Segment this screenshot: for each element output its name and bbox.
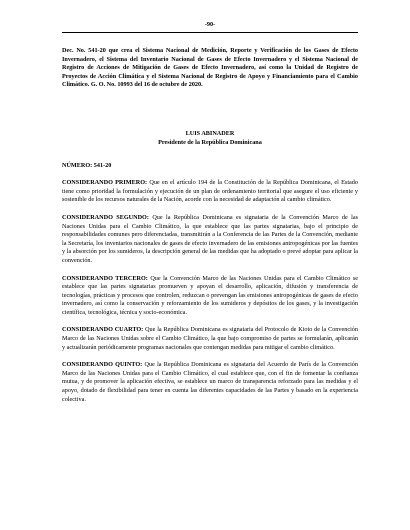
clause-label: CONSIDERANDO SEGUNDO: bbox=[62, 213, 149, 221]
decree-number: NÚMERO: 541-20 bbox=[62, 162, 112, 170]
header-rule bbox=[62, 32, 358, 33]
decree-summary: Dec. No. 541-20 que crea el Sistema Nacional de Medición, Reporte y Verificación de los Gases de Efecto Invernadero, el Sistema del Inventario Nacional de Gases de Efecto Invernadero y el Sistema Nacional de Registro de Acciones de Mitigación de Gases de Efecto Invernadero, así como la Unidad de Registro de Proyectos de Acción Climática y el Sistema Nacional de Registro de Apoyo y Financiamiento para el Cambio Climático. G. O. No. 10993 del 16 de octubre de 2020. bbox=[62, 47, 358, 89]
page-number: -90- bbox=[204, 21, 216, 28]
clause-cuarto bbox=[62, 326, 358, 352]
author-title: Presidente de la República Dominicana bbox=[158, 138, 262, 146]
clause-label: CONSIDERANDO TERCERO: bbox=[62, 274, 148, 282]
clause-primero bbox=[62, 179, 358, 205]
clause-text: Que en el artículo 194 de la Constitución de la República Dominicana, el Estado tiene como prioridad la formulación y ejecución de un plan de ordenamiento territorial que asegure el uso eficiente y sostenible de los recursos naturales de la Nación, acorde con la necesidad de adaptación al cambio climático. bbox=[62, 179, 358, 204]
clause-quinto bbox=[62, 361, 358, 404]
clause-text: Que la Convención Marco de las Naciones Unidas para el Cambio Climático se establece que las partes signatarias promueven y apoyan el desarrollo, aplicación, difusión y transferencia de tecnologías, prácticas y procesos que controlen, reduzcan o prevengan las emisiones antropogénicas de gases de efecto invernadero, así como la conservación y reforzamiento de los sumideros y depósitos de los gases, y la investigación científica, tecnológica, técnica y socio-económica. bbox=[62, 274, 358, 316]
clause-label: CONSIDERANDO PRIMERO: bbox=[62, 179, 148, 187]
author-name: LUIS ABINADER bbox=[185, 129, 235, 137]
clause-text: Que la República Dominicana es signataria de la Convención Marco de las Naciones Unidas para el Cambio Climático, la que establece que las partes signatarias, bajo el principio de responsabilidades comunes pero diferenciadas, transmitirán a la Conferencia de las Partes de la Convención, mediante la Secretaría, los inventarios nacionales de gases de efecto invernadero de las emisiones antropogénicas por las fuentes y la absorción por los sumideros, la descripción general de las medidas que ha adoptado o prevé adoptar para aplicar la convención. bbox=[62, 213, 358, 264]
document-page bbox=[62, 0, 358, 404]
clause-label: CONSIDERANDO QUINTO: bbox=[62, 361, 143, 369]
clause-text: Que la República Dominicana es signataria del Protocolo de Kioto de la Convención Marco de las Naciones Unidas sobre el Cambio Climático, la que bajo compromiso de partes se formularán, aplicarán y actualizarán periódicamente programas nacionales que contengan medidas para mitigar el cambio climático. bbox=[62, 326, 358, 351]
clause-tercero bbox=[62, 275, 358, 318]
author-block bbox=[62, 130, 358, 147]
clause-text: Que la República Dominicana es signataria del Acuerdo de París de la Convención Marco de las Naciones Unidas para el Cambio Climático, el cual establece que, con el fin de fomentar la confianza mutua, y de promover la aplicación efectiva, se establece un marco de transparencia reforzado para las medidas y el apoyo, dotado de flexibilidad para tener en cuenta las diferentes capacidades de las Partes y basado en la experiencia colectiva. bbox=[62, 361, 358, 403]
clause-segundo bbox=[62, 214, 358, 266]
clause-label: CONSIDERANDO CUARTO: bbox=[62, 326, 144, 334]
